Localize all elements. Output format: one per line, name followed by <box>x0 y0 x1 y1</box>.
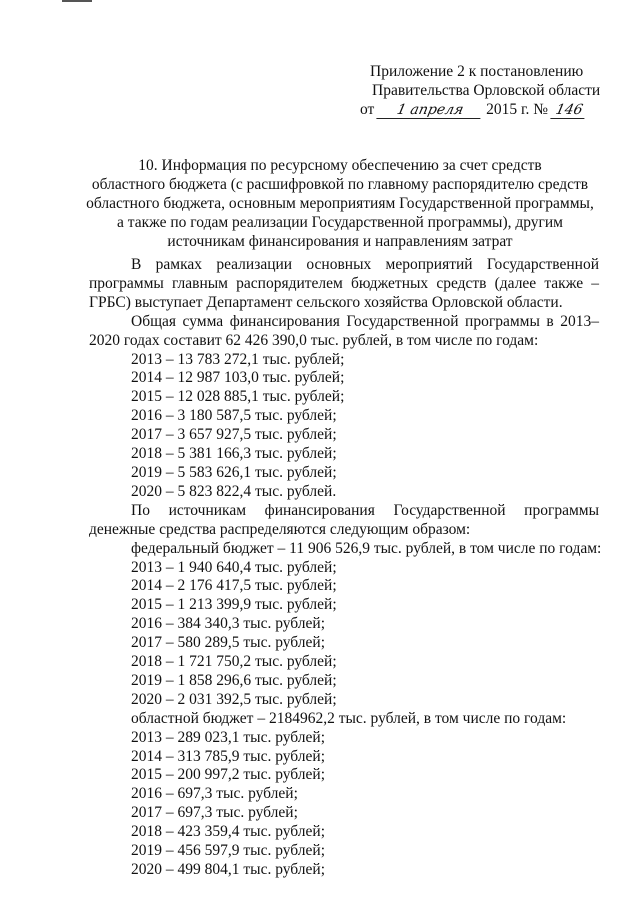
list-item: 2016 – 384 340,3 тыс. рублей; <box>131 615 325 633</box>
regional-by-year-list <box>89 729 599 880</box>
list-item: 2020 – 2 031 392,5 тыс. рублей; <box>131 690 337 708</box>
list-item: 2017 – 580 289,5 тыс. рублей; <box>131 634 325 652</box>
year-label: 2015 г. № <box>486 101 549 118</box>
federal-by-year-list <box>89 559 599 710</box>
list-item: 2019 – 5 583 626,1 тыс. рублей; <box>131 463 337 481</box>
paragraph-total: Общая сумма финансирования Государственной программы в 2013–2020 годах составит 62 426 390,0 тыс. рублей, в том числе по годам: <box>89 312 599 349</box>
list-item: 2017 – 3 657 927,5 тыс. рублей; <box>131 426 337 444</box>
appendix-line-2: Правительства Орловской области <box>372 82 601 99</box>
total-by-year-list <box>89 351 599 502</box>
list-item: 2013 – 13 783 272,1 тыс. рублей; <box>131 350 345 368</box>
heading-line: а также по годам реализации Государственной программы), другим <box>117 214 563 231</box>
handwritten-date: 1 апреля <box>377 103 484 119</box>
list-item: 2020 – 499 804,1 тыс. рублей; <box>131 861 325 878</box>
list-item: 2018 – 1 721 750,2 тыс. рублей; <box>131 653 337 671</box>
list-item: 2015 – 1 213 399,9 тыс. рублей; <box>131 596 337 614</box>
paragraph-grbs: В рамках реализации основных мероприятий Государственной программы главным распорядителем бюджетных средств (далее также – ГРБС) выступает Департамент сельского хозяйства Орловской области. <box>89 256 599 311</box>
list-item: 2013 – 289 023,1 тыс. рублей; <box>131 728 325 746</box>
list-item: 2014 – 313 785,9 тыс. рублей; <box>131 747 325 765</box>
list-item: 2017 – 697,3 тыс. рублей; <box>131 804 298 822</box>
paragraph-sources: По источникам финансирования Государственной программы денежные средства распределяются следующим образом: <box>89 501 599 538</box>
list-item: 2015 – 200 997,2 тыс. рублей; <box>131 766 325 784</box>
list-item: 2018 – 423 359,4 тыс. рублей; <box>131 823 325 841</box>
list-item: 2016 – 697,3 тыс. рублей; <box>131 785 298 803</box>
federal-budget-intro: федеральный бюджет – 11 906 526,9 тыс. рублей, в том числе по годам: <box>131 539 602 557</box>
list-item: 2020 – 5 823 822,4 тыс. рублей. <box>131 482 337 500</box>
heading-line: областного бюджета (с расшифровкой по главному распорядителю средств <box>91 176 589 193</box>
heading-line: 10. Информация по ресурсному обеспечению за счет средств <box>138 157 542 174</box>
list-item: 2014 – 2 176 417,5 тыс. рублей; <box>131 577 337 595</box>
from-label: от <box>360 101 375 118</box>
appendix-line-1: Приложение 2 к постановлению <box>370 63 584 80</box>
appendix-header <box>360 62 600 119</box>
top-edge-mark <box>62 0 92 2</box>
list-item: 2019 – 456 597,9 тыс. рублей; <box>131 842 325 860</box>
list-item: 2019 – 1 858 296,6 тыс. рублей; <box>131 671 337 689</box>
handwritten-number: 146 <box>550 103 587 119</box>
document-body <box>89 256 602 880</box>
regional-budget-intro: областной бюджет – 2184962,2 тыс. рублей, в том числе по годам: <box>131 709 567 727</box>
list-item: 2015 – 12 028 885,1 тыс. рублей; <box>131 388 345 406</box>
heading-line: источникам финансирования и направлениям затрат <box>167 233 513 250</box>
list-item: 2016 – 3 180 587,5 тыс. рублей; <box>131 407 337 425</box>
appendix-date-line <box>360 100 600 119</box>
list-item: 2013 – 1 940 640,4 тыс. рублей; <box>131 558 337 576</box>
section-heading <box>80 156 600 251</box>
heading-line: областного бюджета, основным мероприятиям Государственной программы, <box>86 195 594 212</box>
list-item: 2018 – 5 381 166,3 тыс. рублей; <box>131 445 337 463</box>
list-item: 2014 – 12 987 103,0 тыс. рублей; <box>131 369 345 387</box>
